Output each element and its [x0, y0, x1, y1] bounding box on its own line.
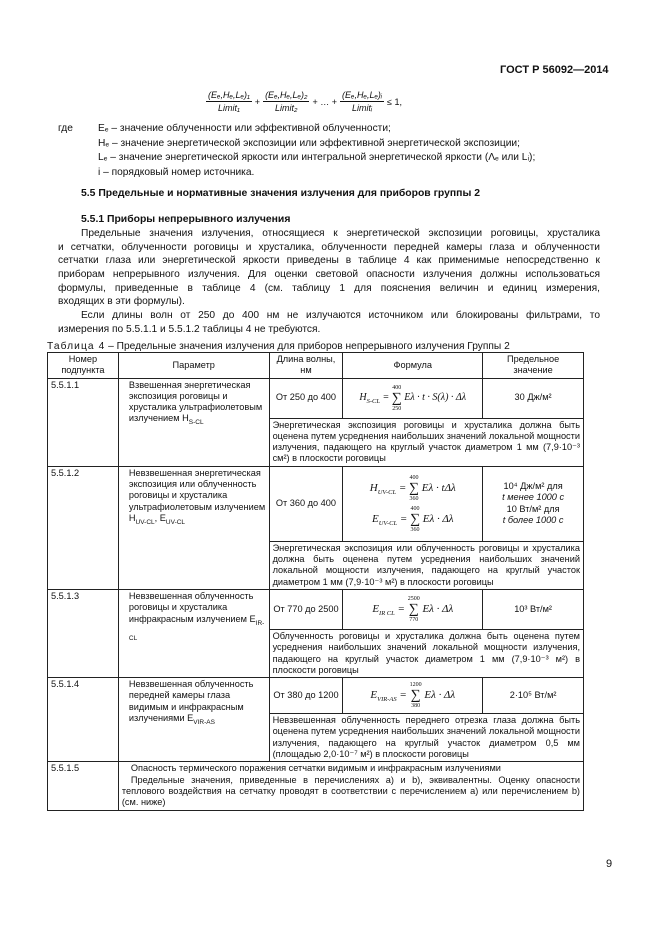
fraction-denominator: Limit₁ — [217, 103, 240, 113]
definition-item: Eₑ – значение облученности или эффективной облученности; — [98, 123, 391, 134]
row-note: Невзвешенная облученность переднего отрезка глаза должна быть оценена путем усреднения наибольших значений локальной мощности излучения, падающего на круглый участок диаметром 0,5 мм (площадью 2,0·10⁻⁷ м²) в плоскости роговицы — [269, 714, 583, 762]
header-number: Номер подпункта — [48, 353, 119, 379]
table-row — [48, 378, 584, 418]
page-number: 9 — [606, 858, 613, 870]
paragraph-line: Предельные значения излучения, относящиеся к энергетической экспозиции роговицы, хрусталика — [81, 228, 600, 239]
table-header-row — [48, 353, 584, 379]
section-heading-5-5: 5.5 Предельные и нормативные значения излучения для приборов группы 2 — [81, 188, 480, 199]
row-formula: $H_{UV-CL}$ = 400 ∑ 360 Eλ · tΔλ $E_{UV-CL}$ = 400 ∑ 360 Eλ · Δλ — [343, 466, 483, 541]
row-number: 5.5.1.5 — [48, 762, 119, 810]
row-parameter: Невзвешенная облученность передней камеры глаза видимым и инфракрасным излучениями $E_{VIR-AS}$ — [118, 678, 269, 762]
row-parameter: Невзвешенная энергетическая экспозиция или облученность роговицы и хрусталика ультрафиолетовым излучением $H_{UV-CL}$, $E_{UV-CL}$ — [118, 466, 269, 589]
summation-formula — [206, 90, 405, 113]
row-parameter: Взвешенная энергетическая экспозиция роговицы и хрусталика ультрафиолетовым излучением $H_{S-CL}$ — [118, 378, 269, 466]
row-wavelength: От 250 до 400 — [269, 378, 343, 418]
table-row — [48, 762, 584, 810]
leq-sign: ≤ 1, — [387, 96, 402, 107]
section-heading-5-5-1: 5.5.1 Приборы непрерывного излучения — [81, 214, 291, 225]
paragraph-limits — [58, 227, 600, 309]
paragraph-line: Если длины волн от 250 до 400 нм не излучаются источником или блокированы фильтрами, то — [81, 310, 600, 321]
fraction-term-2 — [263, 90, 309, 113]
fraction-numerator: (Eₑ,Hₑ,Lₑ)ᵢ — [341, 90, 383, 100]
standard-number: ГОСТ Р 56092—2014 — [500, 64, 609, 76]
paragraph-line: измерения по 5.5.1.1 и 5.5.1.2 таблицы 4 не требуются. — [58, 323, 321, 335]
row-thermal-hazard: Опасность термического поражения сетчатки видимым и инфракрасным излучениями Предельные значения, приведенные в перечислениях a) и b), эквивалентны. Оценку опасности теплового воздействия на сетчатку проводят в соответствии с перечислением a) или перечислением b) (см. ниже) — [118, 762, 583, 810]
row-wavelength: От 770 до 2500 — [269, 589, 343, 629]
row-limit: 10⁴ Дж/м² для t менее 1000 с 10 Вт/м² для t более 1000 с — [483, 466, 584, 541]
table-caption-label: Таблица 4 — [47, 341, 106, 352]
fraction-term-1 — [206, 90, 252, 113]
row-wavelength: От 360 до 400 — [269, 466, 343, 541]
fraction-numerator: (Eₑ,Hₑ,Lₑ)₂ — [265, 90, 308, 100]
row-wavelength: От 380 до 1200 — [269, 678, 343, 714]
header-wavelength: Длина волны, нм — [269, 353, 343, 379]
definition-item: Hₑ – значение энергетической экспозиции или эффективной энергетической экспозиции; — [98, 137, 520, 149]
fraction-denominator: Limit₂ — [275, 103, 298, 113]
row-note: Энергетическая экспозиция роговицы и хрусталика должна быть оценена путем усреднения наибольших значений локальной мощности излучения, падающего на круглый участок диаметром 1 мм (7,9·10⁻³ см²) в плоскости роговицы — [269, 418, 583, 466]
table-caption-text: – Предельные значения излучения для приборов непрерывного излучения Группы 2 — [105, 341, 510, 352]
row-parameter: Невзвешенная облученность роговицы и хрусталика инфракрасным излучением $E_{IR-CL}$ — [118, 589, 269, 677]
paragraph-line: формулы, приведенные в таблице 4 (см. таблицу 1 для пояснения величин и единиц измерения, — [58, 282, 600, 294]
table-row — [48, 678, 584, 714]
header-limit: Предельное значение — [483, 353, 584, 379]
definition-item: Lₑ – значение энергетической яркости или интегральной энергетической яркости (Λₑ или Lᵢ); — [98, 152, 536, 164]
fraction-term-i — [340, 90, 384, 113]
plus-dots: + … + — [312, 96, 337, 107]
row-limit: 10³ Вт/м² — [483, 589, 584, 629]
plus-sign: + — [254, 96, 261, 107]
row-note: Облученность роговицы и хрусталика должна быть оценена путем усреднения наибольших значений локальной мощности излучения, падающего на круглый участок диаметром 1 мм (7,9·10⁻³ м²) в плоскости роговицы — [269, 629, 583, 677]
header-parameter: Параметр — [118, 353, 269, 379]
row-number: 5.5.1.3 — [48, 589, 119, 677]
table-row — [48, 589, 584, 629]
paragraph-line: приборам непрерывного излучения. Для оценки световой опасности излучения должны использоваться — [58, 269, 600, 281]
paragraph-line: и сетчатки, облученности роговицы и хрусталика, облученности передней камеры глаза и облученности — [58, 241, 600, 253]
row-number: 5.5.1.4 — [48, 678, 119, 762]
header-formula: Формула — [343, 353, 483, 379]
row-formula: $E_{VIR-AS}$ = 1200 ∑ 380 Eλ · Δλ — [343, 678, 483, 714]
row-note: Энергетическая экспозиция или облученность роговицы и хрусталика должна быть оценена путем усреднения наибольших значений локальной мощности излучения, падающего на круглый участок диаметром 1 мм (7,9·10⁻³ м²) в плоскости роговицы — [269, 541, 583, 589]
row-limit: 30 Дж/м² — [483, 378, 584, 418]
limits-table — [47, 352, 584, 811]
row-number: 5.5.1.2 — [48, 466, 119, 589]
row-number: 5.5.1.1 — [48, 378, 119, 466]
paragraph-line: сетчатки глаза или энергетической яркости приведены в таблице 4 как применимые непосредственно к — [58, 255, 600, 267]
definitions-label: где — [58, 123, 73, 134]
fraction-denominator: Limitᵢ — [351, 103, 373, 113]
fraction-numerator: (Eₑ,Hₑ,Lₑ)₁ — [208, 90, 250, 100]
row-limit: 2·10⁵ Вт/м² — [483, 678, 584, 714]
table-caption — [47, 341, 510, 352]
paragraph-line: входящих в эти формулы). — [58, 296, 185, 308]
definition-item: i – порядковый номер источника. — [98, 166, 255, 178]
row-formula: $E_{IR CL}$ = 2500 ∑ 770 Eλ · Δλ — [343, 589, 483, 629]
table-row — [48, 466, 584, 541]
paragraph-wavelength — [58, 309, 600, 336]
row-formula: $H_{S-CL}$ = 400 ∑ 250 Eλ · t · S(λ) · Δλ — [343, 378, 483, 418]
